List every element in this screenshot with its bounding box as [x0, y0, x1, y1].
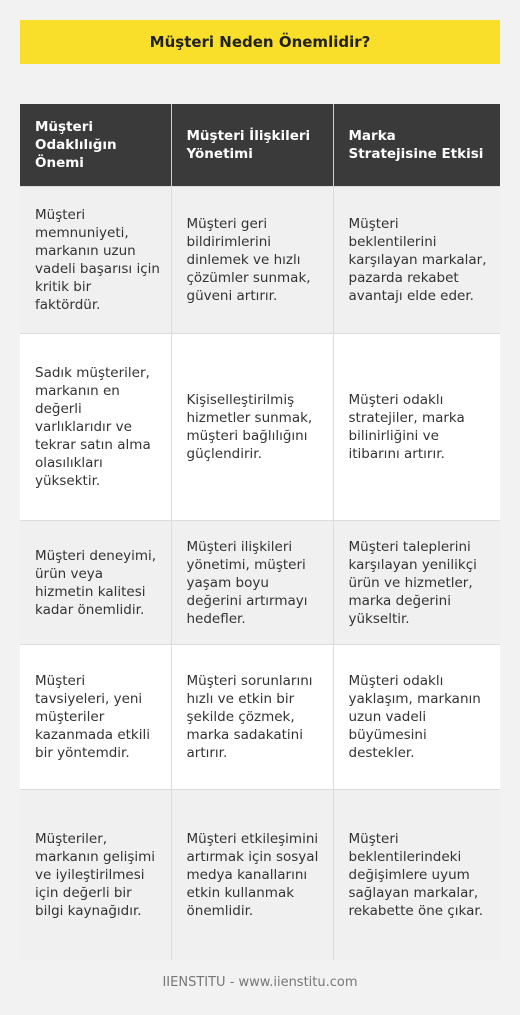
table-row [20, 334, 500, 521]
table-cell: Müşteri sorunlarını hızlı ve etkin bir şekilde çözmek, marka sadakatini artırır. [171, 645, 333, 790]
table-header-row [20, 104, 500, 187]
table-cell: Müşteri deneyimi, ürün veya hizmetin kalitesi kadar önemlidir. [20, 521, 171, 645]
table-cell: Müşteri odaklı yaklaşım, markanın uzun vadeli büyümesini destekler. [333, 645, 500, 790]
table-row [20, 645, 500, 790]
page-title: Müşteri Neden Önemlidir? [20, 20, 500, 64]
column-header: Müşteri Odaklılığın Önemi [20, 104, 171, 187]
column-header: Marka Stratejisine Etkisi [333, 104, 500, 187]
table-cell: Müşteriler, markanın gelişimi ve iyileştirilmesi için değerli bir bilgi kaynağıdır. [20, 790, 171, 961]
table-cell: Müşteri geri bildirimlerini dinlemek ve hızlı çözümler sunmak, güveni artırır. [171, 187, 333, 334]
table-cell: Müşteri ilişkileri yönetimi, müşteri yaşam boyu değerini artırmayı hedefler. [171, 521, 333, 645]
comparison-table [20, 104, 500, 960]
footer-credit: IIENSTITU - www.iienstitu.com [162, 975, 358, 990]
table-cell: Sadık müşteriler, markanın en değerli varlıklarıdır ve tekrar satın alma olasılıkları yüksektir. [20, 334, 171, 521]
table-row [20, 521, 500, 645]
table-cell: Müşteri odaklı stratejiler, marka bilinirliğini ve itibarını artırır. [333, 334, 500, 521]
table-cell: Müşteri memnuniyeti, markanın uzun vadeli başarısı için kritik bir faktördür. [20, 187, 171, 334]
table-cell: Müşteri tavsiyeleri, yeni müşteriler kazanmada etkili bir yöntemdir. [20, 645, 171, 790]
table-cell: Müşteri beklentilerindeki değişimlere uyum sağlayan markalar, rekabette öne çıkar. [333, 790, 500, 961]
column-header: Müşteri İlişkileri Yönetimi [171, 104, 333, 187]
table-row [20, 790, 500, 961]
table-cell: Kişiselleştirilmiş hizmetler sunmak, müşteri bağlılığını güçlendirir. [171, 334, 333, 521]
table-cell: Müşteri taleplerini karşılayan yenilikçi ürün ve hizmetler, marka değerini yükseltir. [333, 521, 500, 645]
table-cell: Müşteri etkileşimini artırmak için sosyal medya kanallarını etkin kullanmak önemlidir. [171, 790, 333, 961]
table-cell: Müşteri beklentilerini karşılayan markalar, pazarda rekabet avantajı elde eder. [333, 187, 500, 334]
table-row [20, 187, 500, 334]
